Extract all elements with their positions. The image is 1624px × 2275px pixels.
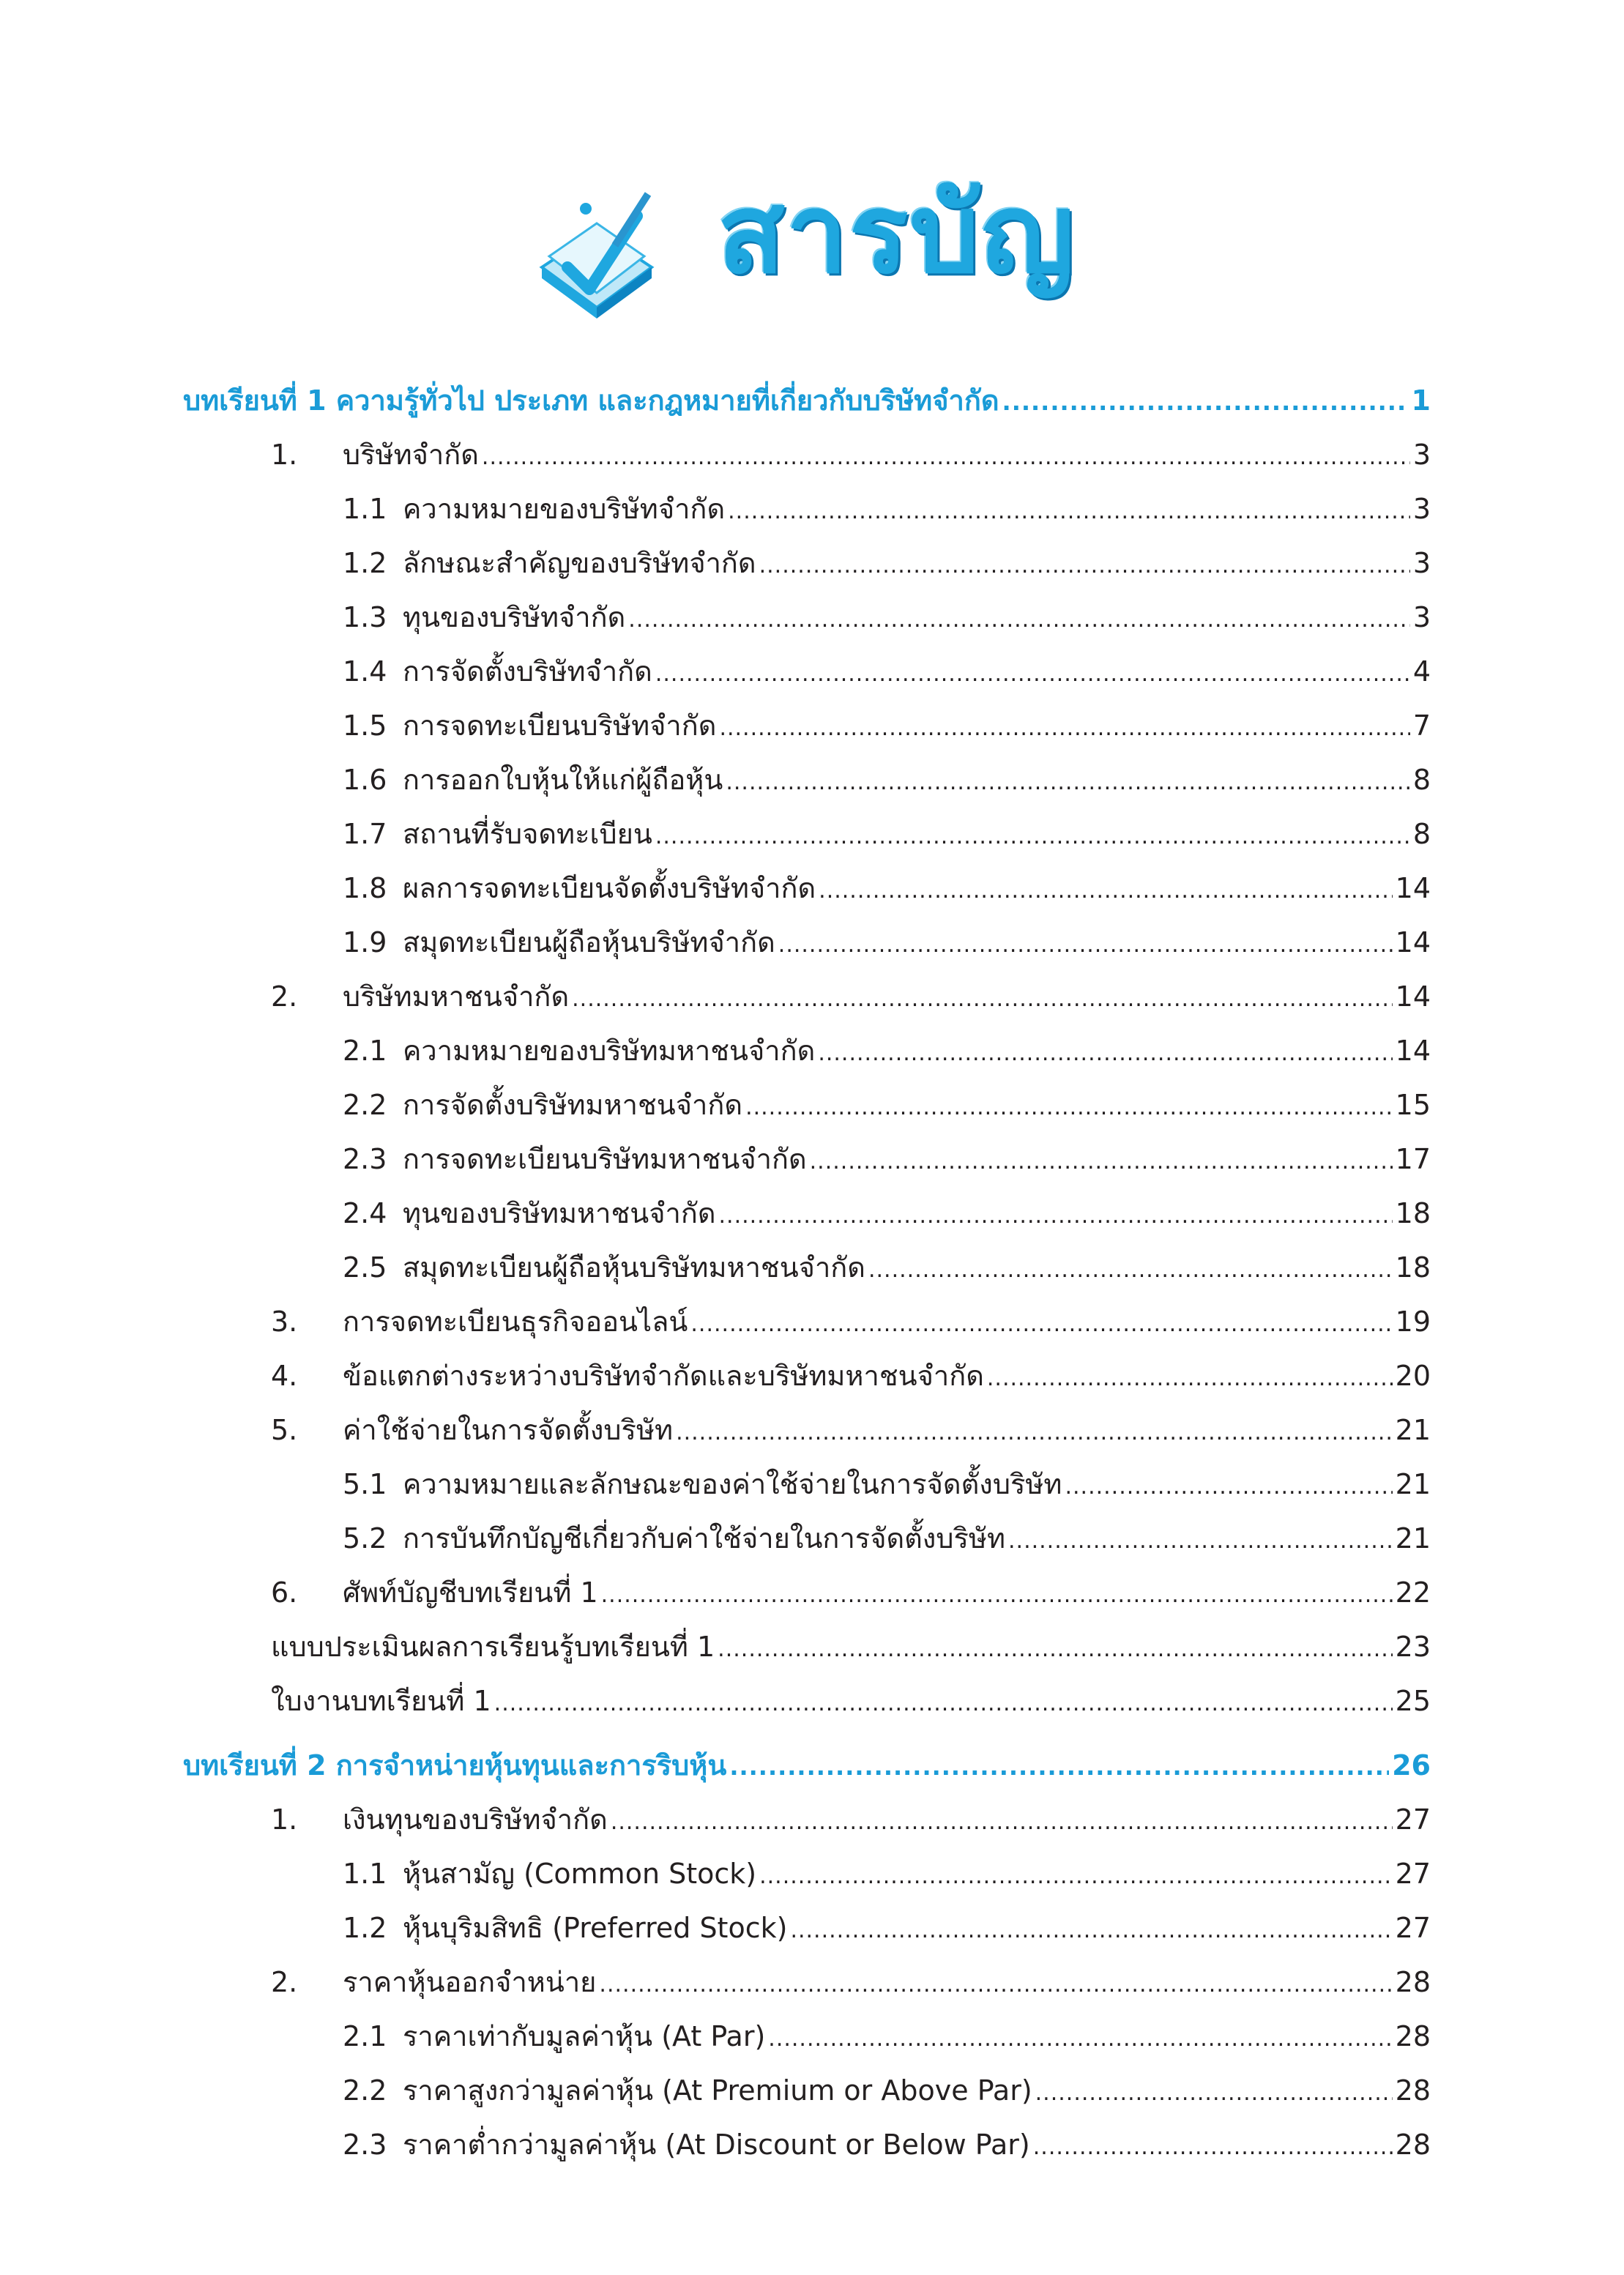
entry-label: ศัพท์บัญชีบทเรียนที่ 1 xyxy=(343,1576,598,1609)
dot-leader xyxy=(676,1410,1393,1456)
entry-label: ความหมายและลักษณะของค่าใช้จ่ายในการจัดตั้งบริษัท xyxy=(403,1468,1062,1500)
entry-label: การจัดตั้งบริษัทจำกัด xyxy=(403,655,652,688)
toc-entry[interactable] xyxy=(343,2014,1431,2059)
entry-label: สมุดทะเบียนผู้ถือหุ้นบริษัทมหาชนจำกัด xyxy=(403,1251,865,1284)
entry-number: 2.1 xyxy=(343,2020,387,2052)
page-number: 26 xyxy=(1392,1749,1431,1781)
dot-leader xyxy=(819,868,1392,914)
toc-entry[interactable] xyxy=(343,1191,1431,1236)
toc-entry[interactable] xyxy=(271,1407,1431,1453)
page-number: 28 xyxy=(1395,2020,1431,2052)
entry-label: สถานที่รับจดทะเบียน xyxy=(403,818,652,850)
page-number: 25 xyxy=(1395,1685,1431,1717)
entry-label: บริษัทจำกัด xyxy=(343,439,479,471)
dot-leader xyxy=(655,814,1410,860)
page-number: 18 xyxy=(1395,1251,1431,1284)
entry-number: 3. xyxy=(271,1306,298,1338)
toc-entry[interactable] xyxy=(343,1082,1431,1128)
entry-number: 2.2 xyxy=(343,2074,387,2107)
page-number: 17 xyxy=(1395,1143,1431,1175)
chapter-title: บทเรียนที่ 1 ความรู้ทั่วไป ประเภท และกฎหมายที่เกี่ยวกับบริษัทจำกัด xyxy=(183,384,999,417)
dot-leader xyxy=(611,1800,1393,1845)
dot-leader xyxy=(745,1085,1393,1131)
toc-entry[interactable] xyxy=(343,1462,1431,1507)
page-number: 3 xyxy=(1412,439,1431,471)
toc-entry[interactable] xyxy=(271,1624,1431,1669)
entry-number: 1.9 xyxy=(343,926,387,958)
page-number: 14 xyxy=(1395,872,1431,904)
dot-leader xyxy=(1008,1519,1393,1564)
entry-number: 1. xyxy=(271,1803,298,1836)
entry-number: 1.1 xyxy=(343,1858,387,1890)
entry-number: 1.2 xyxy=(343,547,387,579)
entry-label: เงินทุนของบริษัทจำกัด xyxy=(343,1803,608,1836)
entry-number: 2. xyxy=(271,980,298,1013)
toc-entry[interactable] xyxy=(343,1245,1431,1290)
toc-entry[interactable] xyxy=(271,1353,1431,1399)
entry-number: 2. xyxy=(271,1966,298,1998)
entry-number: 1.2 xyxy=(343,1912,387,1944)
page-number: 7 xyxy=(1412,710,1431,742)
entry-label: การออกใบหุ้นให้แก่ผู้ถือหุ้น xyxy=(403,764,723,796)
dot-leader xyxy=(778,923,1393,968)
page-number: 15 xyxy=(1395,1089,1431,1121)
page-number: 1 xyxy=(1411,384,1431,417)
entry-label: ราคาสูงกว่ามูลค่าหุ้น (At Premium or Above Par) xyxy=(403,2074,1032,2107)
dot-leader xyxy=(1033,2125,1393,2170)
entry-label: บริษัทมหาชนจำกัด xyxy=(343,980,570,1013)
entry-number: 1.5 xyxy=(343,710,387,742)
entry-label: ผลการจดทะเบียนจัดตั้งบริษัทจำกัด xyxy=(403,872,816,904)
entry-number: 1.8 xyxy=(343,872,387,904)
entry-label: ค่าใช้จ่ายในการจัดตั้งบริษัท xyxy=(343,1414,674,1446)
chapter-heading[interactable] xyxy=(183,378,1431,423)
dot-leader xyxy=(987,1356,1393,1401)
entry-number: 1.6 xyxy=(343,764,387,796)
toc-entry[interactable] xyxy=(343,649,1431,694)
dot-leader xyxy=(728,489,1410,535)
entry-number: 1.7 xyxy=(343,818,387,850)
page-number: 14 xyxy=(1395,926,1431,958)
entry-label: การจดทะเบียนธุรกิจออนไลน์ xyxy=(343,1306,688,1338)
entry-label: ความหมายของบริษัทจำกัด xyxy=(403,493,726,525)
page-number: 8 xyxy=(1412,764,1431,796)
dot-leader xyxy=(655,652,1410,697)
page-number: 27 xyxy=(1395,1858,1431,1890)
entry-number: 2.3 xyxy=(343,2129,387,2161)
dot-leader xyxy=(1002,379,1409,425)
toc-entry[interactable] xyxy=(343,920,1431,965)
dot-leader xyxy=(868,1248,1393,1293)
page-number: 14 xyxy=(1395,1035,1431,1067)
entry-number: 2.3 xyxy=(343,1143,387,1175)
dot-leader xyxy=(719,706,1409,751)
entry-number: 5.2 xyxy=(343,1522,387,1554)
entry-label: ลักษณะสำคัญของบริษัทจำกัด xyxy=(403,547,756,579)
entry-number: 5. xyxy=(271,1414,298,1446)
toc-entry[interactable] xyxy=(343,865,1431,911)
toc-entry[interactable] xyxy=(343,2068,1431,2113)
entry-number: 2.5 xyxy=(343,1251,387,1284)
dot-leader xyxy=(628,597,1410,643)
dot-leader xyxy=(494,1681,1393,1727)
dot-leader xyxy=(726,760,1409,805)
toc-entry[interactable] xyxy=(343,486,1431,532)
dot-leader xyxy=(768,2017,1392,2062)
toc-entry[interactable] xyxy=(271,1959,1431,2005)
chapter-title: บทเรียนที่ 2 การจำหน่ายหุ้นทุนและการริบหุ้น xyxy=(183,1749,727,1781)
page-number: 21 xyxy=(1395,1522,1431,1554)
entry-label: หุ้นบุริมสิทธิ (Preferred Stock) xyxy=(403,1912,788,1944)
toc-entry[interactable] xyxy=(271,1678,1431,1724)
page-number: 8 xyxy=(1412,818,1431,850)
toc-entry[interactable] xyxy=(271,974,1431,1019)
entry-label: ราคาหุ้นออกจำหน่าย xyxy=(343,1966,597,1998)
entry-label: ใบงานบทเรียนที่ 1 xyxy=(271,1685,491,1717)
entry-number: 4. xyxy=(271,1360,298,1392)
toc-entry[interactable] xyxy=(343,2122,1431,2167)
entry-label: การจัดตั้งบริษัทมหาชนจำกัด xyxy=(403,1089,743,1121)
chapter-heading[interactable] xyxy=(183,1743,1431,1788)
page-number: 21 xyxy=(1395,1468,1431,1500)
dot-leader xyxy=(482,435,1410,480)
entry-number: 1.3 xyxy=(343,601,387,633)
toc-entry[interactable] xyxy=(343,1028,1431,1073)
toc-entry[interactable] xyxy=(343,595,1431,640)
page-number: 23 xyxy=(1395,1631,1431,1663)
page-number: 22 xyxy=(1395,1576,1431,1609)
dot-leader xyxy=(601,1573,1393,1618)
dot-leader xyxy=(572,977,1393,1022)
dot-leader xyxy=(790,1908,1392,1954)
page-title: สารบัญ xyxy=(718,171,1076,298)
entry-number: 1. xyxy=(271,439,298,471)
page-number: 14 xyxy=(1395,980,1431,1013)
toc-entry[interactable] xyxy=(343,1136,1431,1182)
page-number: 18 xyxy=(1395,1197,1431,1229)
page-number: 28 xyxy=(1395,2074,1431,2107)
dot-leader xyxy=(818,1031,1392,1076)
entry-label: ราคาต่ำกว่ามูลค่าหุ้น (At Discount or Below Par) xyxy=(403,2129,1030,2161)
entry-label: การจดทะเบียนบริษัทจำกัด xyxy=(403,710,717,742)
page-number: 4 xyxy=(1412,655,1431,688)
page-number: 3 xyxy=(1412,547,1431,579)
dot-leader xyxy=(1065,1464,1392,1510)
dot-leader xyxy=(599,1962,1392,2008)
entry-number: 6. xyxy=(271,1576,298,1609)
entry-label: ข้อแตกต่างระหว่างบริษัทจำกัดและบริษัทมหาชนจำกัด xyxy=(343,1360,984,1392)
page-number: 3 xyxy=(1412,601,1431,633)
entry-label: แบบประเมินผลการเรียนรู้บทเรียนที่ 1 xyxy=(271,1631,715,1663)
toc-entry[interactable] xyxy=(271,1570,1431,1615)
dot-leader xyxy=(719,1194,1393,1239)
entry-number: 2.4 xyxy=(343,1197,387,1229)
page-number: 19 xyxy=(1395,1306,1431,1338)
page-number: 20 xyxy=(1395,1360,1431,1392)
entry-label: ราคาเท่ากับมูลค่าหุ้น (At Par) xyxy=(403,2020,766,2052)
entry-label: สมุดทะเบียนผู้ถือหุ้นบริษัทจำกัด xyxy=(403,926,775,958)
toc-entry[interactable] xyxy=(343,703,1431,748)
page-number: 27 xyxy=(1395,1803,1431,1836)
toc-entry[interactable] xyxy=(343,540,1431,586)
dot-leader xyxy=(729,1744,1389,1790)
entry-number: 2.2 xyxy=(343,1089,387,1121)
entry-number: 2.1 xyxy=(343,1035,387,1067)
dot-leader xyxy=(759,1854,1393,1899)
page-number: 27 xyxy=(1395,1912,1431,1944)
entry-number: 1.4 xyxy=(343,655,387,688)
toc-entry[interactable] xyxy=(271,1299,1431,1344)
dot-leader xyxy=(810,1139,1393,1185)
entry-label: ทุนของบริษัทจำกัด xyxy=(403,601,626,633)
toc-entry[interactable] xyxy=(271,432,1431,477)
dot-leader xyxy=(718,1627,1392,1672)
entry-number: 1.1 xyxy=(343,493,387,525)
toc-entry[interactable] xyxy=(343,1905,1431,1951)
dot-leader xyxy=(1035,2071,1393,2116)
dot-leader xyxy=(759,543,1410,589)
toc-entry[interactable] xyxy=(343,1851,1431,1896)
entry-number: 5.1 xyxy=(343,1468,387,1500)
entry-label: การจดทะเบียนบริษัทมหาชนจำกัด xyxy=(403,1143,807,1175)
toc-entry[interactable] xyxy=(343,811,1431,857)
entry-label: ความหมายของบริษัทมหาชนจำกัด xyxy=(403,1035,816,1067)
toc-entry[interactable] xyxy=(343,1516,1431,1561)
page-number: 21 xyxy=(1395,1414,1431,1446)
page-number: 28 xyxy=(1395,1966,1431,1998)
entry-label: ทุนของบริษัทมหาชนจำกัด xyxy=(403,1197,716,1229)
toc-entry[interactable] xyxy=(271,1797,1431,1842)
page-number: 3 xyxy=(1412,493,1431,525)
page-number: 28 xyxy=(1395,2129,1431,2161)
entry-label: หุ้นสามัญ (Common Stock) xyxy=(403,1858,757,1890)
toc-entry[interactable] xyxy=(343,757,1431,803)
dot-leader xyxy=(690,1302,1392,1347)
entry-label: การบันทึกบัญชีเกี่ยวกับค่าใช้จ่ายในการจัดตั้งบริษัท xyxy=(403,1522,1005,1554)
